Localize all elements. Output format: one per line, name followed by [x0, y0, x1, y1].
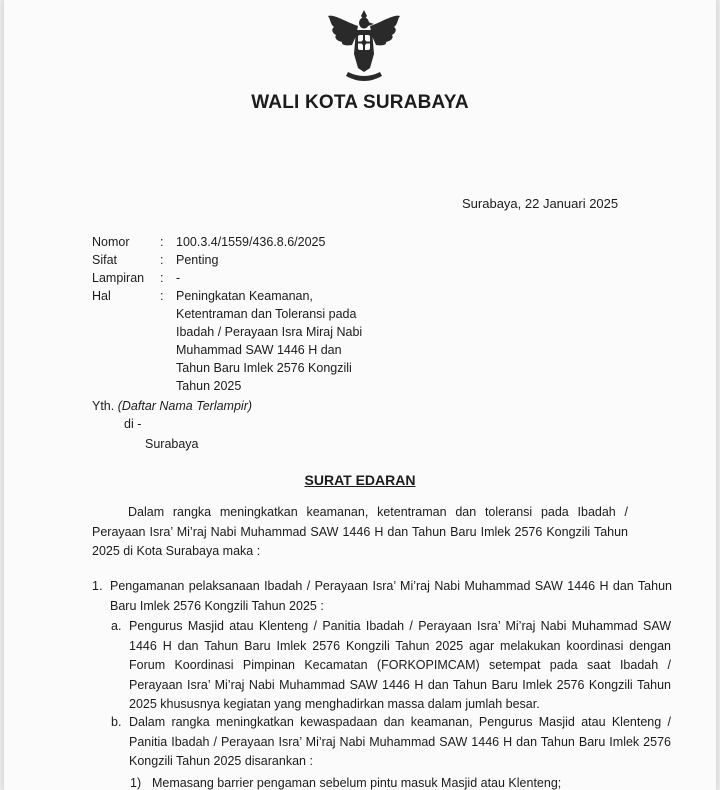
sub-item-b — [111, 713, 671, 772]
letter-meta — [92, 233, 376, 395]
sub-item-text: Pengurus Masjid atau Klenteng / Panitia Ibadah / Perayaan Isra’ Mi’raj Nabi Muhammad SAW 1446 H dan Tahun Baru Imlek 2576 Kongzili Tahun 2025 agar melakukan koordinasi dengan Forum Koordinasi Pimpinan Kecamatan (FORKOPIMCAM) setempat pada saat Ibadah / Perayaan Isra’ Mi’raj Nabi Muhammad SAW 1446 H dan Tahun Baru Imlek 2576 Kongzili Tahun 2025 khususnya kegiatan yang menghadirkan massa dalam jumlah besar. — [129, 619, 671, 711]
recipient-line — [92, 397, 252, 415]
item-marker: 1) — [130, 776, 142, 790]
meta-row-hal — [92, 287, 376, 395]
sub-item-a — [111, 617, 671, 715]
meta-row-sifat — [92, 251, 376, 269]
document-heading: SURAT EDARAN — [304, 472, 416, 488]
meta-value: Peningkatan Keamanan, Ketentraman dan Toleransi pada Ibadah / Perayaan Isra Miraj Nabi Muhammad SAW 1446 H dan Tahun Baru Imlek 2576 Kongzili Tahun 2025 — [176, 289, 363, 393]
recipient-prefix: Yth. — [92, 399, 115, 413]
office-title: WALI KOTA SURABAYA — [251, 92, 469, 113]
meta-label: Sifat — [92, 253, 118, 267]
meta-row-nomor — [92, 233, 376, 251]
item-text: Memasang barrier pengaman sebelum pintu masuk Masjid atau Klenteng; — [152, 776, 562, 790]
meta-label: Nomor — [92, 235, 130, 249]
recipient-city: Surabaya — [145, 437, 199, 451]
sub-item-marker: b. — [111, 715, 122, 729]
point-text: Pengamanan pelaksanaan Ibadah / Perayaan Isra’ Mi’raj Nabi Muhammad SAW 1446 H dan Tahun Baru Imlek 2576 Kongzili Tahun 2025 : — [110, 579, 672, 613]
recipient-block — [92, 397, 252, 453]
meta-row-lampiran — [92, 269, 376, 287]
point-number: 1. — [92, 579, 103, 593]
garuda-emblem-icon — [322, 6, 406, 86]
recipient-name: (Daftar Nama Terlampir) — [117, 399, 253, 413]
meta-label: Hal — [92, 289, 111, 303]
meta-colon: : — [160, 271, 164, 285]
sub-item-marker: a. — [111, 619, 122, 633]
numbered-item — [130, 774, 670, 790]
letter-page — [4, 0, 716, 790]
meta-label: Lampiran — [92, 271, 145, 285]
meta-value: 100.3.4/1559/436.8.6/2025 — [176, 235, 326, 249]
meta-colon: : — [160, 289, 164, 303]
meta-value: Penting — [176, 253, 219, 267]
meta-value: - — [176, 271, 181, 285]
letter-date: Surabaya, 22 Januari 2025 — [462, 196, 619, 211]
recipient-at: di - — [124, 417, 142, 431]
sub-item-text: Dalam rangka meningkatkan kewaspadaan dan keamanan, Pengurus Masjid atau Klenteng / Panitia Ibadah / Perayaan Isra’ Mi’raj Nabi Muhammad SAW 1446 H dan Tahun Baru Imlek 2576 Kongzili Tahun 2025 disarankan : — [129, 715, 671, 768]
meta-colon: : — [160, 235, 164, 249]
point-item — [92, 577, 672, 616]
intro-paragraph: Dalam rangka meningkatkan keamanan, ketentraman dan toleransi pada Ibadah / Perayaan Isra’ Mi’raj Nabi Muhammad SAW 1446 H dan Tahun Baru Imlek 2576 Kongzili Tahun 2025 di Kota Surabaya maka : — [92, 505, 628, 558]
meta-colon: : — [160, 253, 164, 267]
